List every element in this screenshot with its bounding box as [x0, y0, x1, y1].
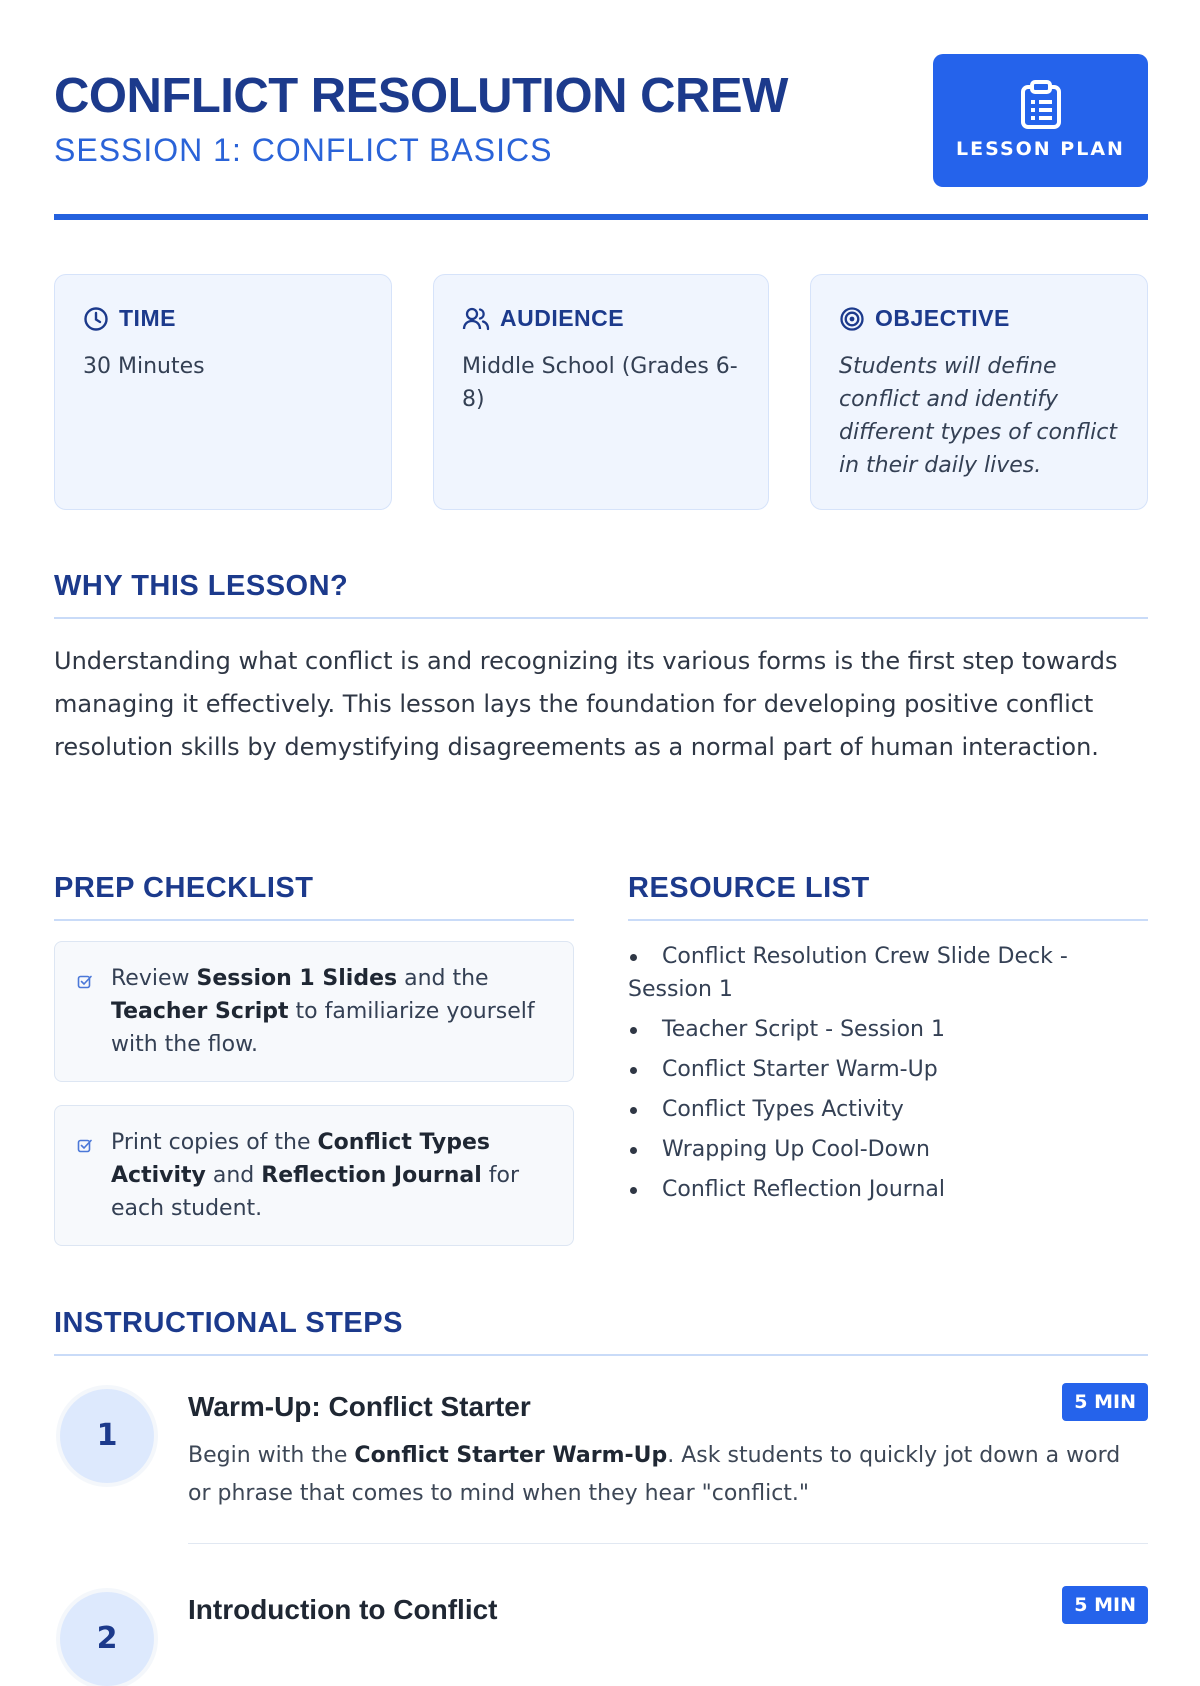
- step-number: 1: [60, 1389, 154, 1483]
- checklist-bold: Reflection Journal: [261, 1163, 482, 1188]
- step-bold: Conflict Starter Warm-Up: [354, 1443, 668, 1468]
- session-subtitle: SESSION 1: CONFLICT BASICS: [54, 132, 553, 168]
- checklist-bold: Session 1 Slides: [196, 966, 398, 991]
- step-time-badge: 5 MIN: [1062, 1586, 1148, 1624]
- page-title: CONFLICT RESOLUTION CREW: [54, 69, 788, 123]
- resource-list: [628, 940, 1148, 1213]
- checklist-text: Print copies of the: [111, 1130, 318, 1155]
- resource-item: Conflict Resolution Crew Slide Deck - Session 1: [628, 940, 1148, 1006]
- why-paragraph: Understanding what conflict is and recognizing its various forms is the first step towards managing it effectively. This lesson lays the foundation for developing positive conflict resolution skills by demystifying disagreements as a normal part of human interaction.: [54, 647, 1118, 761]
- clipboard-icon: [1019, 80, 1063, 130]
- checklist-text: and: [205, 1163, 262, 1188]
- clock-icon: [83, 306, 109, 332]
- checklist-text: and the: [397, 966, 489, 991]
- audience-card: [433, 274, 769, 510]
- checklist-text: Review: [111, 966, 197, 991]
- step-text: . Ask students to quickly jot down a word or phrase that comes to mind when they hear "conflict.": [188, 1443, 1121, 1506]
- step-text: Begin with the: [188, 1443, 355, 1468]
- checklist-text: to familiarize yourself with the flow.: [111, 999, 535, 1057]
- why-heading: WHY THIS LESSON?: [54, 570, 1148, 619]
- step-item: [54, 1383, 1148, 1553]
- resource-item: Wrapping Up Cool-Down: [628, 1133, 1148, 1166]
- steps-heading: INSTRUCTIONAL STEPS: [54, 1307, 1148, 1356]
- checkbox-icon: [77, 1138, 93, 1154]
- objective-card: [810, 274, 1148, 510]
- step-item: [54, 1586, 1148, 1656]
- resource-heading: RESOURCE LIST: [628, 872, 1148, 921]
- audience-value: Middle School (Grades 6-8): [462, 354, 738, 412]
- step-number: 2: [60, 1592, 154, 1686]
- target-icon: [839, 306, 865, 332]
- users-icon: [462, 306, 490, 332]
- badge-label: LESSON PLAN: [956, 138, 1125, 160]
- time-card: [54, 274, 392, 510]
- page-header: [54, 54, 1148, 220]
- resource-item: Conflict Starter Warm-Up: [628, 1053, 1148, 1086]
- step-time-badge: 5 MIN: [1062, 1383, 1148, 1421]
- checklist-text: for each student.: [111, 1163, 519, 1221]
- prep-heading: PREP CHECKLIST: [54, 872, 574, 921]
- step-title: Introduction to Conflict: [188, 1594, 498, 1625]
- checklist-bold: Teacher Script: [111, 999, 289, 1024]
- step-divider: [188, 1543, 1148, 1544]
- checklist-item: [54, 1105, 574, 1246]
- checkbox-icon: [77, 974, 93, 990]
- step-title: Warm-Up: Conflict Starter: [188, 1391, 531, 1422]
- audience-label: AUDIENCE: [500, 305, 625, 331]
- checklist-bold: Conflict Types Activity: [111, 1130, 491, 1188]
- objective-label: OBJECTIVE: [875, 305, 1010, 331]
- resource-item: Teacher Script - Session 1: [628, 1013, 1148, 1046]
- time-value: 30 Minutes: [83, 354, 205, 379]
- time-label: TIME: [119, 305, 176, 331]
- resource-item: Conflict Types Activity: [628, 1093, 1148, 1126]
- step-description: [188, 1437, 1138, 1513]
- checklist-item: [54, 941, 574, 1082]
- lesson-plan-badge: [933, 54, 1148, 187]
- objective-value: Students will define conflict and identify different types of conflict in their daily lives.: [839, 354, 1117, 478]
- resource-item: Conflict Reflection Journal: [628, 1173, 1148, 1206]
